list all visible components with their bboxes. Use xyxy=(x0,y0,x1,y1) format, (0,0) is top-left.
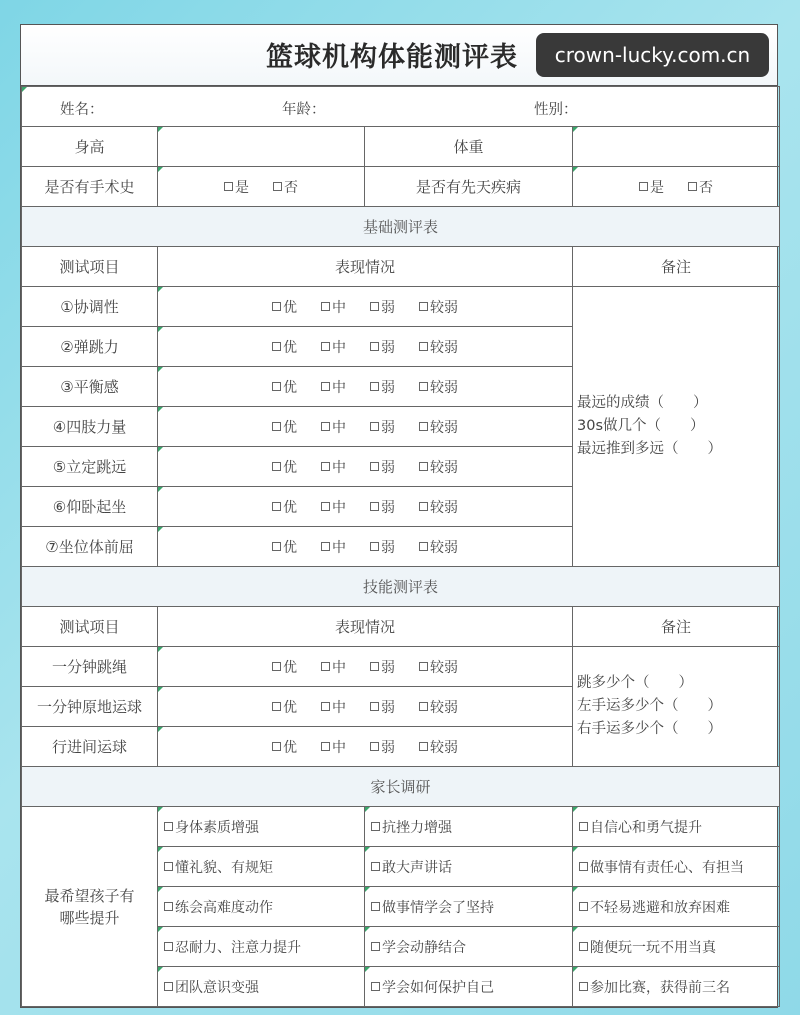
rating-checkbox[interactable] xyxy=(321,697,346,717)
note-line: 最远推到多远（ ） xyxy=(577,441,722,457)
rating-label: 弱 xyxy=(381,339,395,356)
rating-label: 较弱 xyxy=(430,339,458,356)
height-field[interactable] xyxy=(158,127,365,167)
rating-checkbox[interactable] xyxy=(370,297,395,317)
parent-option-checkbox[interactable] xyxy=(365,807,573,847)
rating-checkbox[interactable] xyxy=(370,457,395,477)
checkbox-icon xyxy=(419,462,428,471)
rating-label: 弱 xyxy=(381,459,395,476)
checkbox-icon xyxy=(272,662,281,671)
checkbox-icon xyxy=(579,862,588,871)
rating-checkbox[interactable] xyxy=(419,737,458,757)
rating-label: 较弱 xyxy=(430,699,458,716)
disease-no-checkbox[interactable] xyxy=(688,177,713,197)
form-table xyxy=(21,86,780,1007)
checkbox-icon xyxy=(370,462,379,471)
rating-label: 较弱 xyxy=(430,739,458,756)
age-label: 年龄： xyxy=(282,102,326,118)
checkbox-icon xyxy=(371,862,380,871)
parent-option-label: 自信心和勇气提升 xyxy=(590,819,702,836)
yes-label: 是 xyxy=(235,179,249,196)
rating-options xyxy=(158,487,573,527)
checkbox-icon xyxy=(419,422,428,431)
checkbox-icon xyxy=(272,382,281,391)
note-line: 左手运多少个（ ） xyxy=(577,698,722,714)
checkbox-icon xyxy=(371,942,380,951)
rating-checkbox[interactable] xyxy=(272,417,297,437)
checkbox-icon xyxy=(370,702,379,711)
rating-label: 优 xyxy=(283,419,297,436)
rating-options xyxy=(158,327,573,367)
checkbox-icon xyxy=(419,742,428,751)
rating-checkbox[interactable] xyxy=(272,737,297,757)
surgery-label: 是否有手术史 xyxy=(22,167,158,207)
test-item: 一分钟原地运球 xyxy=(22,687,158,727)
rating-checkbox[interactable] xyxy=(419,497,458,517)
rating-checkbox[interactable] xyxy=(272,297,297,317)
gender-label: 性别： xyxy=(534,102,578,118)
parent-option-label: 练会高难度动作 xyxy=(175,899,273,916)
checkbox-icon xyxy=(371,902,380,911)
checkbox-icon xyxy=(321,342,330,351)
rating-label: 中 xyxy=(332,339,346,356)
rating-label: 弱 xyxy=(381,659,395,676)
parent-option-checkbox[interactable] xyxy=(573,967,780,1007)
header-performance: 表现情况 xyxy=(158,607,573,647)
disease-label: 是否有先天疾病 xyxy=(365,167,573,207)
rating-label: 中 xyxy=(332,699,346,716)
no-label: 否 xyxy=(284,179,298,196)
rating-label: 较弱 xyxy=(430,299,458,316)
test-item: 行进间运球 xyxy=(22,727,158,767)
checkbox-icon xyxy=(164,902,173,911)
checkbox-icon xyxy=(164,942,173,951)
checkbox-icon xyxy=(321,422,330,431)
parent-option-checkbox[interactable] xyxy=(365,927,573,967)
parent-option-label: 参加比赛，获得前三名 xyxy=(590,979,730,996)
parent-option-checkbox[interactable] xyxy=(158,847,365,887)
checkbox-icon xyxy=(321,502,330,511)
rating-checkbox[interactable] xyxy=(321,657,346,677)
checkbox-icon xyxy=(370,422,379,431)
parent-option-label: 身体素质增强 xyxy=(175,819,259,836)
checkbox-icon xyxy=(579,902,588,911)
checkbox-icon xyxy=(272,462,281,471)
rating-label: 优 xyxy=(283,499,297,516)
rating-checkbox[interactable] xyxy=(370,377,395,397)
note-line: 右手运多少个（ ） xyxy=(577,721,722,737)
rating-label: 弱 xyxy=(381,539,395,556)
rating-label: 优 xyxy=(283,659,297,676)
rating-checkbox[interactable] xyxy=(321,737,346,757)
rating-label: 优 xyxy=(283,459,297,476)
checkbox-icon xyxy=(370,502,379,511)
checkbox-icon xyxy=(370,302,379,311)
rating-checkbox[interactable] xyxy=(272,697,297,717)
checkbox-icon xyxy=(419,302,428,311)
rating-label: 较弱 xyxy=(430,539,458,556)
parent-option-checkbox[interactable] xyxy=(365,887,573,927)
basic-header-row xyxy=(22,247,780,287)
rating-checkbox[interactable] xyxy=(272,537,297,557)
rating-label: 较弱 xyxy=(430,379,458,396)
rating-label: 中 xyxy=(332,379,346,396)
note-line: 跳多少个（ ） xyxy=(577,675,693,691)
checkbox-icon xyxy=(272,302,281,311)
checkbox-icon xyxy=(370,382,379,391)
checkbox-icon xyxy=(164,862,173,871)
yes-label: 是 xyxy=(650,179,664,196)
rating-label: 较弱 xyxy=(430,659,458,676)
rating-label: 优 xyxy=(283,699,297,716)
checkbox-icon xyxy=(272,742,281,751)
rating-checkbox[interactable] xyxy=(272,377,297,397)
history-row xyxy=(22,167,780,207)
test-item: ⑦坐位体前屈 xyxy=(22,527,158,567)
name-label: 姓名： xyxy=(60,102,104,118)
rating-checkbox[interactable] xyxy=(321,537,346,557)
rating-options xyxy=(158,527,573,567)
height-weight-row xyxy=(22,127,780,167)
parent-option-checkbox[interactable] xyxy=(573,927,780,967)
checkbox-icon xyxy=(579,822,588,831)
watermark: crown-lucky.com.cn xyxy=(536,33,769,77)
checkbox-icon xyxy=(272,502,281,511)
basic-section-row xyxy=(22,207,780,247)
no-label: 否 xyxy=(699,179,713,196)
rating-label: 中 xyxy=(332,459,346,476)
parent-option-label: 不轻易逃避和放弃困难 xyxy=(590,899,730,916)
rating-label: 弱 xyxy=(381,499,395,516)
rating-label: 中 xyxy=(332,299,346,316)
rating-options xyxy=(158,287,573,327)
parent-option-checkbox[interactable] xyxy=(573,807,780,847)
test-row xyxy=(22,647,780,687)
parent-option-label: 抗挫力增强 xyxy=(382,819,452,836)
parent-option-checkbox[interactable] xyxy=(158,927,365,967)
weight-label: 体重 xyxy=(365,127,573,167)
test-item: ③平衡感 xyxy=(22,367,158,407)
checkbox-icon xyxy=(370,342,379,351)
rating-checkbox[interactable] xyxy=(419,537,458,557)
assessment-form xyxy=(20,24,778,1008)
rating-checkbox[interactable] xyxy=(419,657,458,677)
rating-label: 中 xyxy=(332,659,346,676)
disease-options xyxy=(573,167,780,207)
rating-checkbox[interactable] xyxy=(419,417,458,437)
rating-label: 较弱 xyxy=(430,459,458,476)
rating-label: 中 xyxy=(332,419,346,436)
basic-section-title: 基础测评表 xyxy=(22,207,780,247)
rating-options xyxy=(158,687,573,727)
rating-options xyxy=(158,727,573,767)
checkbox-icon xyxy=(164,982,173,991)
rating-options xyxy=(158,407,573,447)
checkbox-icon xyxy=(579,942,588,951)
skill-section-title: 技能测评表 xyxy=(22,567,780,607)
checkbox-icon xyxy=(688,182,697,191)
rating-label: 优 xyxy=(283,339,297,356)
rating-checkbox[interactable] xyxy=(419,337,458,357)
rating-label: 优 xyxy=(283,539,297,556)
note-line: 30s做几个（ ） xyxy=(577,418,705,434)
test-item: ②弹跳力 xyxy=(22,327,158,367)
surgery-yes-checkbox[interactable] xyxy=(224,177,249,197)
checkbox-icon xyxy=(321,302,330,311)
parent-option-checkbox[interactable] xyxy=(158,887,365,927)
test-item: ⑥仰卧起坐 xyxy=(22,487,158,527)
checkbox-icon xyxy=(272,342,281,351)
parent-option-checkbox[interactable] xyxy=(158,967,365,1007)
rating-checkbox[interactable] xyxy=(370,537,395,557)
rating-label: 优 xyxy=(283,379,297,396)
checkbox-icon xyxy=(370,742,379,751)
parent-option-checkbox[interactable] xyxy=(365,847,573,887)
parent-question-label xyxy=(22,807,158,1007)
parent-option-checkbox[interactable] xyxy=(158,807,365,847)
parent-option-label: 敢大声讲话 xyxy=(382,859,452,876)
parent-option-checkbox[interactable] xyxy=(573,847,780,887)
checkbox-icon xyxy=(370,662,379,671)
header-item: 测试项目 xyxy=(22,247,158,287)
parent-option-checkbox[interactable] xyxy=(365,967,573,1007)
checkbox-icon xyxy=(371,982,380,991)
note-line: 最远的成绩（ ） xyxy=(577,395,708,411)
parent-option-label: 做事情学会了坚持 xyxy=(382,899,494,916)
header-item: 测试项目 xyxy=(22,607,158,647)
rating-checkbox[interactable] xyxy=(321,377,346,397)
test-item: ④四肢力量 xyxy=(22,407,158,447)
checkbox-icon xyxy=(224,182,233,191)
parent-option-label: 学会如何保护自己 xyxy=(382,979,494,996)
info-cell xyxy=(22,87,780,127)
parent-option-label: 做事情有责任心、有担当 xyxy=(590,859,744,876)
rating-checkbox[interactable] xyxy=(321,497,346,517)
surgery-options xyxy=(158,167,365,207)
rating-checkbox[interactable] xyxy=(370,337,395,357)
parent-option-label: 懂礼貌、有规矩 xyxy=(175,859,273,876)
rating-checkbox[interactable] xyxy=(272,497,297,517)
checkbox-icon xyxy=(321,462,330,471)
checkbox-icon xyxy=(419,542,428,551)
rating-checkbox[interactable] xyxy=(370,497,395,517)
checkbox-icon xyxy=(321,662,330,671)
header-notes: 备注 xyxy=(573,247,780,287)
rating-checkbox[interactable] xyxy=(321,337,346,357)
page-title: 篮球机构体能测评表 xyxy=(266,42,518,73)
parent-option-label: 忍耐力、注意力提升 xyxy=(175,939,301,956)
rating-checkbox[interactable] xyxy=(370,657,395,677)
weight-field[interactable] xyxy=(573,127,780,167)
rating-checkbox[interactable] xyxy=(419,297,458,317)
header-performance: 表现情况 xyxy=(158,247,573,287)
rating-options xyxy=(158,447,573,487)
checkbox-icon xyxy=(321,542,330,551)
rating-label: 弱 xyxy=(381,699,395,716)
rating-label: 中 xyxy=(332,499,346,516)
rating-checkbox[interactable] xyxy=(272,457,297,477)
checkbox-icon xyxy=(272,702,281,711)
skill-header-row xyxy=(22,607,780,647)
checkbox-icon xyxy=(272,422,281,431)
test-row xyxy=(22,287,780,327)
test-item: 一分钟跳绳 xyxy=(22,647,158,687)
rating-checkbox[interactable] xyxy=(419,377,458,397)
rating-checkbox[interactable] xyxy=(370,737,395,757)
rating-checkbox[interactable] xyxy=(321,297,346,317)
rating-label: 弱 xyxy=(381,419,395,436)
disease-yes-checkbox[interactable] xyxy=(639,177,664,197)
rating-checkbox[interactable] xyxy=(321,417,346,437)
parent-section-row xyxy=(22,767,780,807)
checkbox-icon xyxy=(273,182,282,191)
parent-section-title: 家长调研 xyxy=(22,767,780,807)
parent-option-row xyxy=(22,807,780,847)
info-row xyxy=(22,87,780,127)
checkbox-icon xyxy=(419,502,428,511)
rating-checkbox[interactable] xyxy=(272,657,297,677)
rating-checkbox[interactable] xyxy=(370,417,395,437)
checkbox-icon xyxy=(321,382,330,391)
parent-option-checkbox[interactable] xyxy=(573,887,780,927)
checkbox-icon xyxy=(321,702,330,711)
rating-label: 优 xyxy=(283,299,297,316)
height-label: 身高 xyxy=(22,127,158,167)
checkbox-icon xyxy=(639,182,648,191)
checkbox-icon xyxy=(164,822,173,831)
rating-label: 弱 xyxy=(381,379,395,396)
checkbox-icon xyxy=(579,982,588,991)
header-notes: 备注 xyxy=(573,607,780,647)
checkbox-icon xyxy=(419,342,428,351)
test-item: ⑤立定跳远 xyxy=(22,447,158,487)
parent-option-label: 学会动静结合 xyxy=(382,939,466,956)
checkbox-icon xyxy=(371,822,380,831)
parent-question-text: 最希望孩子有哪些提升 xyxy=(44,886,135,927)
checkbox-icon xyxy=(370,542,379,551)
skill-section-row xyxy=(22,567,780,607)
surgery-no-checkbox[interactable] xyxy=(273,177,298,197)
rating-options xyxy=(158,367,573,407)
checkbox-icon xyxy=(321,742,330,751)
rating-checkbox[interactable] xyxy=(370,697,395,717)
checkbox-icon xyxy=(419,662,428,671)
checkbox-icon xyxy=(419,382,428,391)
rating-checkbox[interactable] xyxy=(419,457,458,477)
rating-label: 优 xyxy=(283,739,297,756)
rating-label: 较弱 xyxy=(430,419,458,436)
checkbox-icon xyxy=(419,702,428,711)
rating-label: 中 xyxy=(332,539,346,556)
rating-checkbox[interactable] xyxy=(321,457,346,477)
rating-label: 较弱 xyxy=(430,499,458,516)
title-bar xyxy=(21,25,777,86)
test-item: ①协调性 xyxy=(22,287,158,327)
checkbox-icon xyxy=(272,542,281,551)
rating-checkbox[interactable] xyxy=(272,337,297,357)
parent-option-label: 随便玩一玩不用当真 xyxy=(590,939,716,956)
notes-cell xyxy=(573,287,780,567)
parent-option-label: 团队意识变强 xyxy=(175,979,259,996)
rating-checkbox[interactable] xyxy=(419,697,458,717)
rating-options xyxy=(158,647,573,687)
rating-label: 中 xyxy=(332,739,346,756)
notes-cell xyxy=(573,647,780,767)
rating-label: 弱 xyxy=(381,739,395,756)
rating-label: 弱 xyxy=(381,299,395,316)
